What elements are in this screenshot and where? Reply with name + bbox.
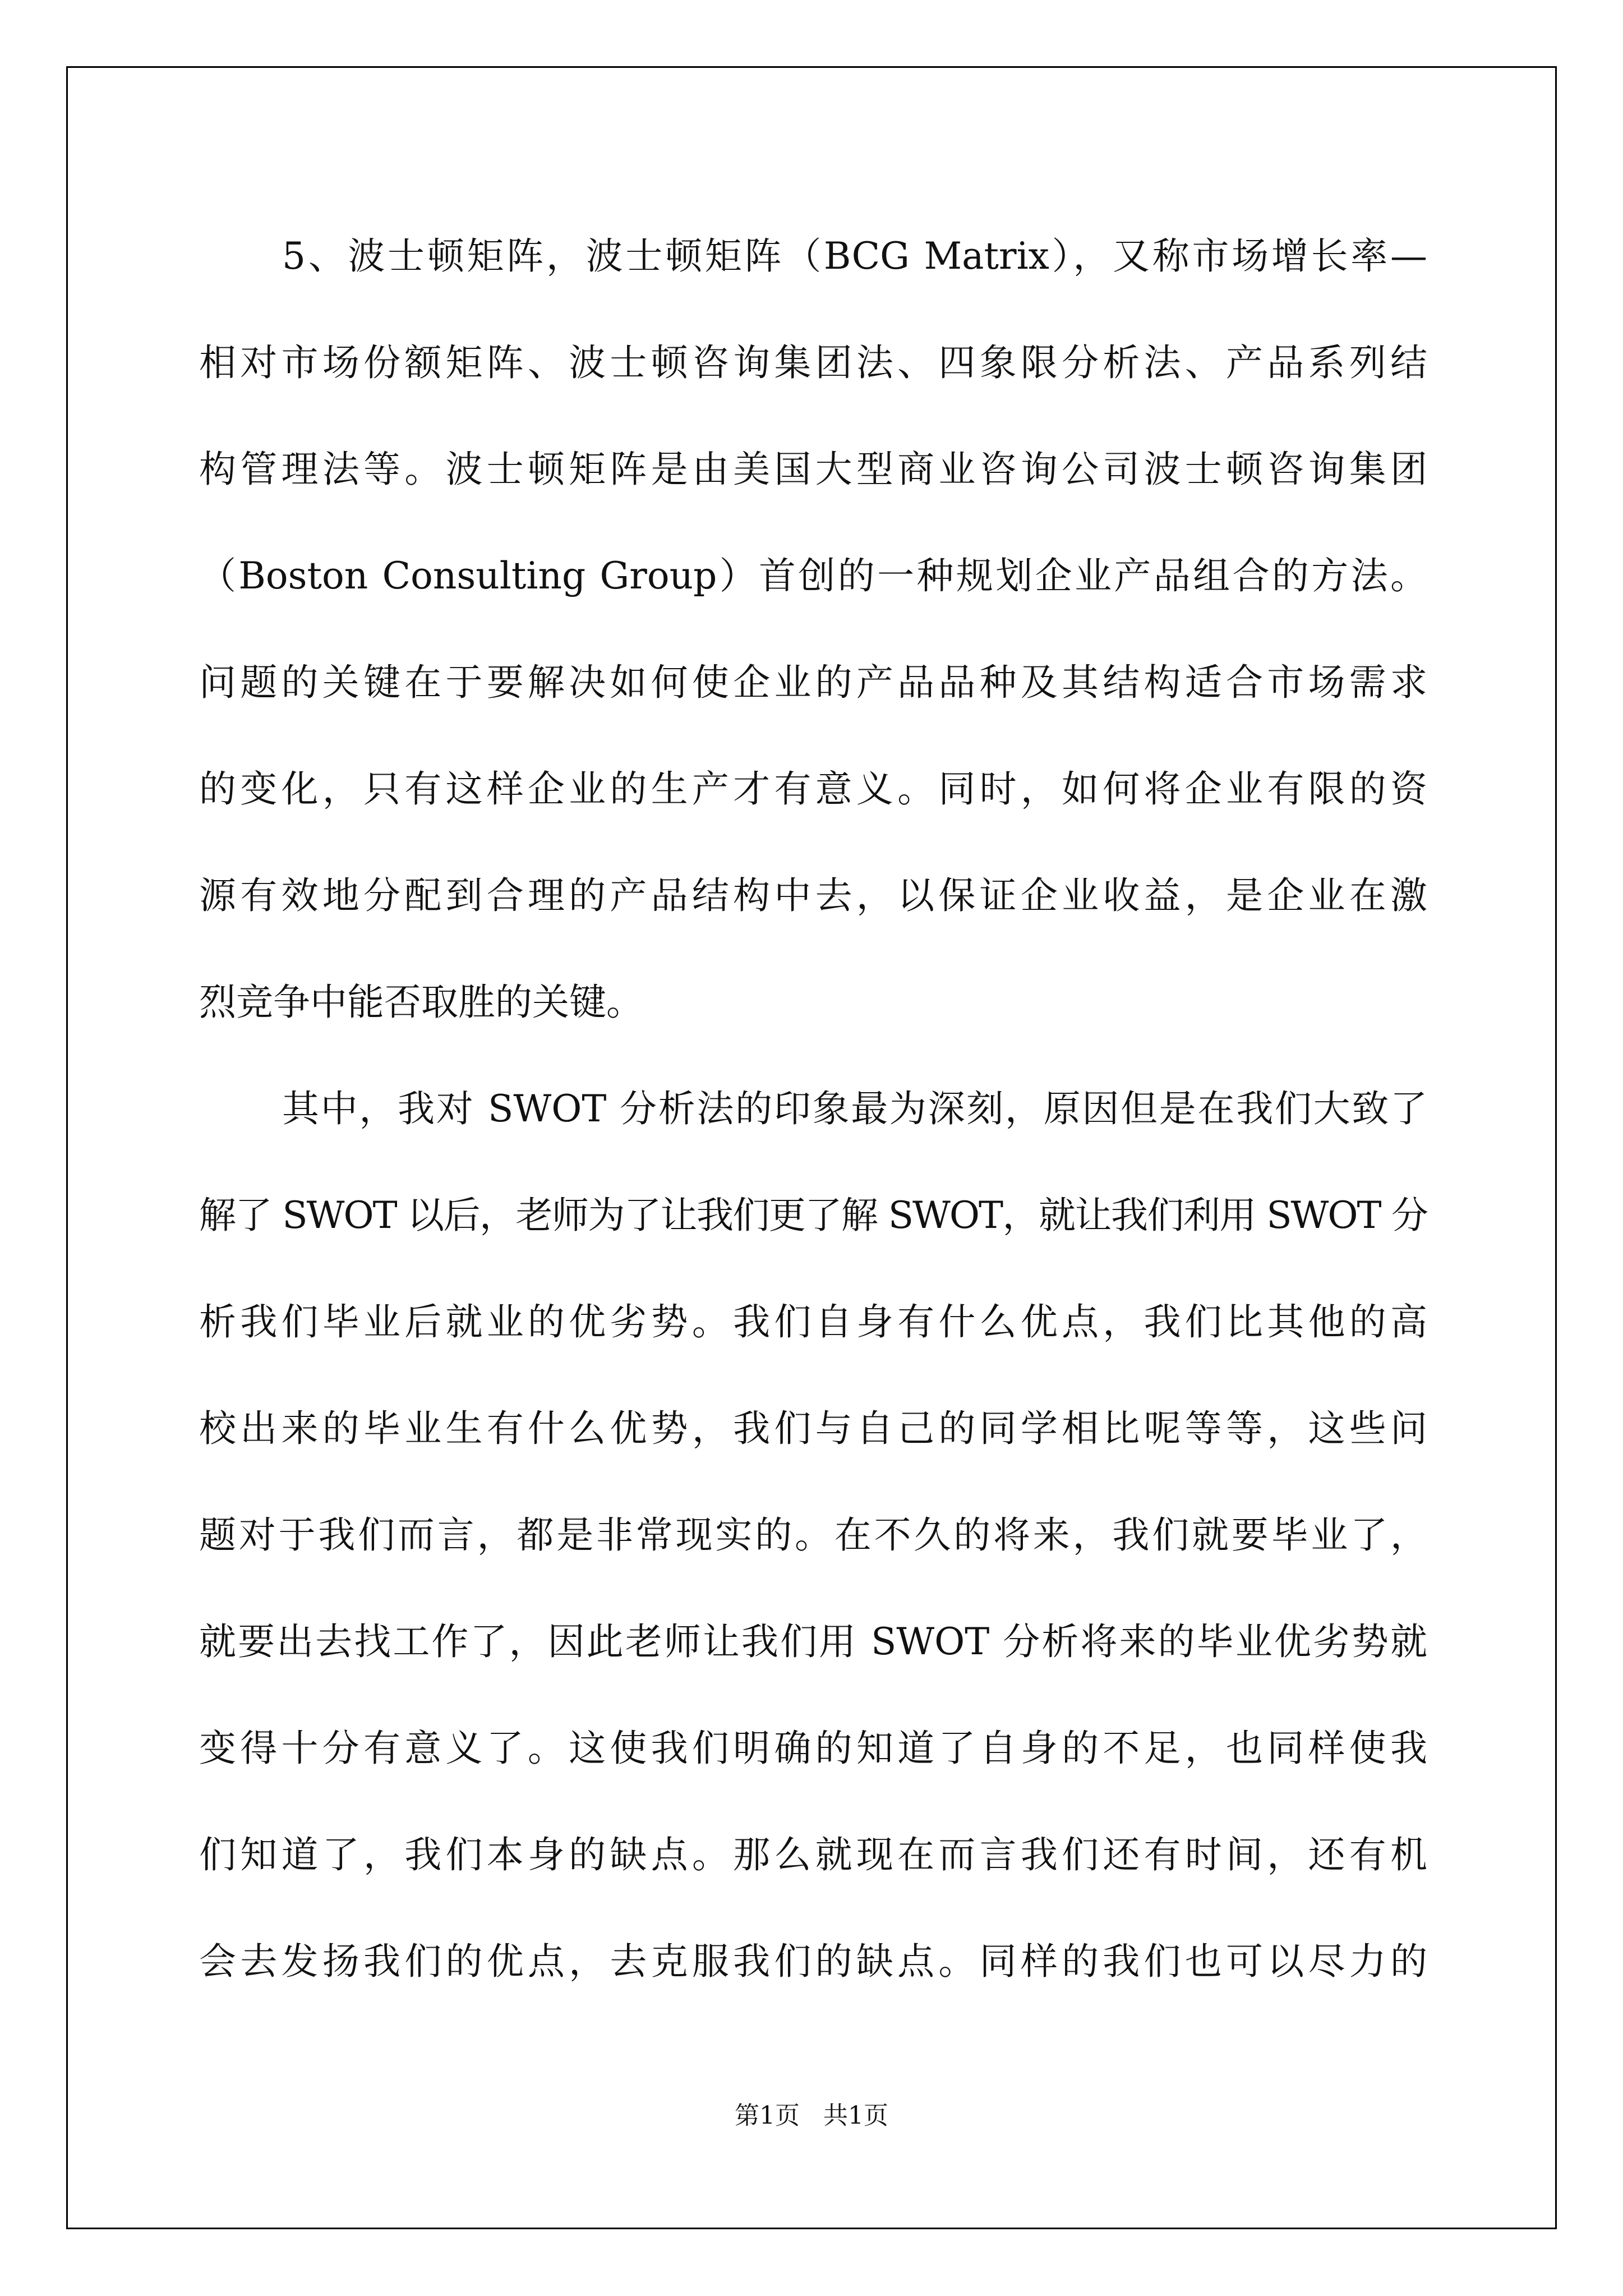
- text-line: 变得十分有意义了。这使我们明确的知道了自身的不足，也同样使我: [199, 1727, 1427, 1770]
- text-line: 校出来的毕业生有什么优势，我们与自己的同学相比呢等等，这些问: [199, 1407, 1427, 1450]
- document-body: [199, 203, 1427, 2015]
- text-line: 的变化，只有这样企业的生产才有意义。同时，如何将企业有限的资: [199, 767, 1427, 811]
- text-line: 5、波士顿矩阵，波士顿矩阵（BCG Matrix），又称市场增长率—: [282, 234, 1427, 278]
- text-line: 相对市场份额矩阵、波士顿咨询集团法、四象限分析法、产品系列结: [199, 341, 1427, 384]
- text-line: 源有效地分配到合理的产品结构中去，以保证企业收益，是企业在激: [199, 874, 1427, 917]
- text-line: 就要出去找工作了，因此老师让我们用 SWOT 分析将来的毕业优劣势就: [199, 1620, 1427, 1663]
- text-line: 们知道了，我们本身的缺点。那么就现在而言我们还有时间，还有机: [199, 1833, 1427, 1876]
- text-line: 解了 SWOT 以后，老师为了让我们更了解 SWOT，就让我们利用 SWOT 分: [199, 1194, 1427, 1237]
- paragraph-swot: [199, 1056, 1427, 2015]
- text-line: 构管理法等。波士顿矩阵是由美国大型商业咨询公司波士顿咨询集团: [199, 448, 1427, 491]
- page-number-footer: 第1页 共1页: [735, 2101, 888, 2130]
- text-line: 会去发扬我们的优点，去克服我们的缺点。同样的我们也可以尽力的: [199, 1940, 1427, 1983]
- text-line: 题对于我们而言，都是非常现实的。在不久的将来，我们就要毕业了，: [199, 1513, 1427, 1557]
- text-line: 烈竞争中能否取胜的关键。: [199, 981, 643, 1024]
- paragraph-bcg-matrix: [199, 203, 1427, 1056]
- text-line: 问题的关键在于要解决如何使企业的产品品种及其结构适合市场需求: [199, 661, 1427, 704]
- text-line: （Boston Consulting Group）首创的一种规划企业产品组合的方法。: [199, 554, 1427, 597]
- text-line: 析我们毕业后就业的优劣势。我们自身有什么优点，我们比其他的高: [199, 1300, 1427, 1343]
- text-line: 其中，我对 SWOT 分析法的印象最为深刻，原因但是在我们大致了: [282, 1087, 1427, 1130]
